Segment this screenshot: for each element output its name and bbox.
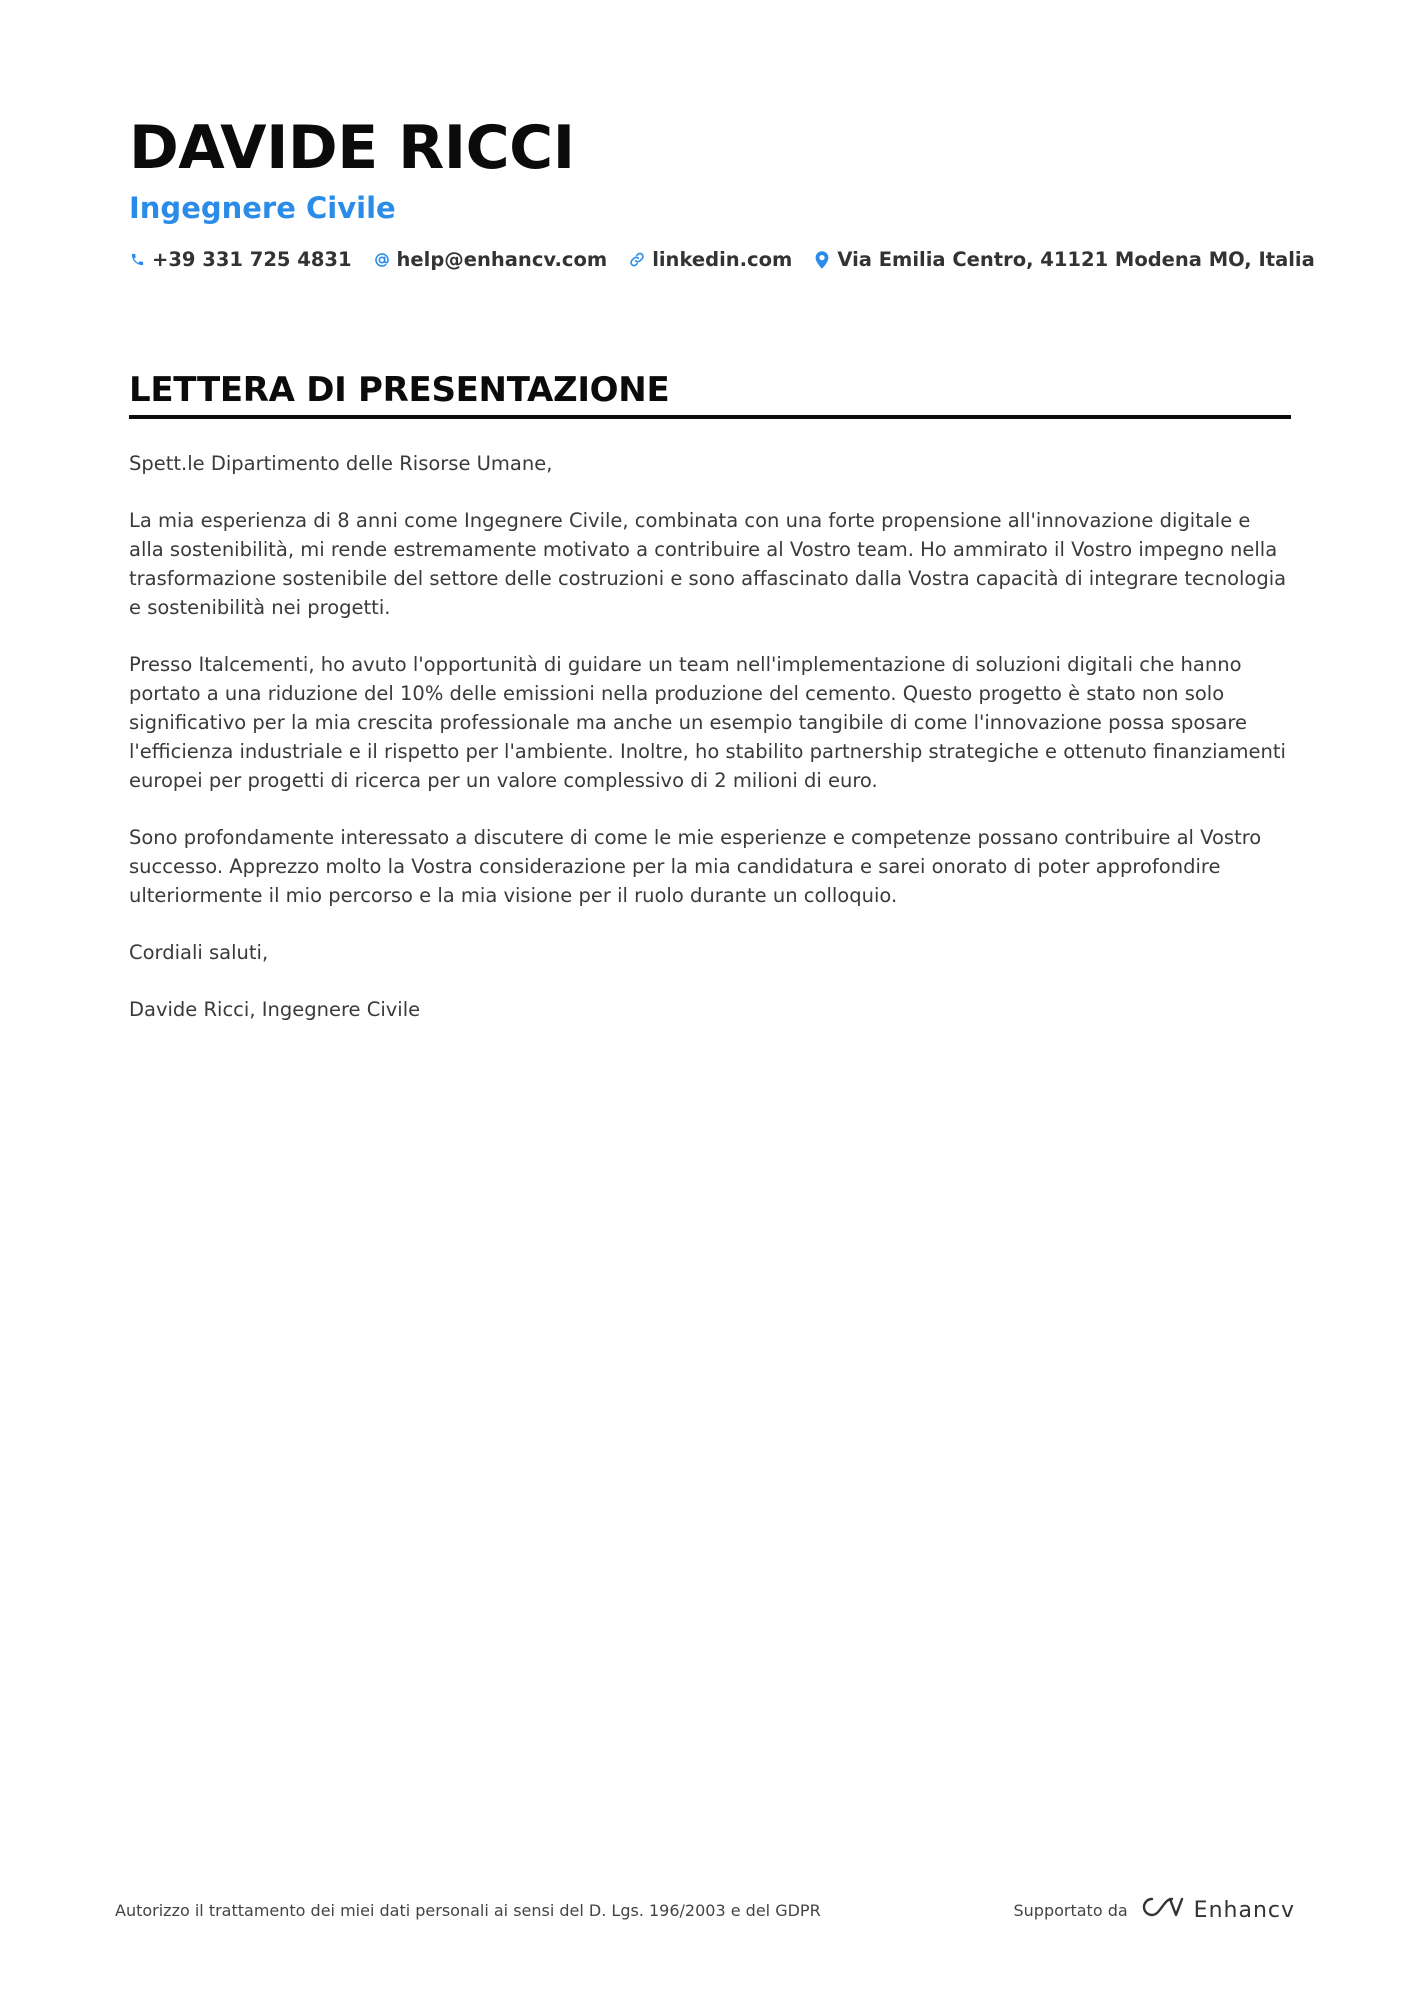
header <box>129 112 1315 271</box>
contact-phone <box>129 248 352 271</box>
contact-bar <box>129 248 1315 271</box>
contact-email[interactable] <box>374 248 608 271</box>
letter-paragraph: Sono profondamente interessato a discutere di come le mie esperienze e competenze possano contribuire al Vostro successo. Apprezzo molto la Vostra considerazione per la mia candidatura e sarei onorato di poter approfondire ulteriormente il mio percorso e la mia visione per il ruolo durante un colloquio. <box>129 826 1262 907</box>
contact-linkedin-text: linkedin.com <box>652 248 793 271</box>
contact-phone-text: +39 331 725 4831 <box>152 248 352 271</box>
contact-address <box>814 248 1314 271</box>
enhancv-logo-icon <box>1140 1895 1186 1925</box>
contact-email-text: help@enhancv.com <box>396 248 608 271</box>
at-icon <box>374 251 390 269</box>
cover-letter-section <box>129 368 1291 1052</box>
location-pin-icon <box>814 251 830 269</box>
letter-body <box>129 449 1291 1024</box>
candidate-role: Ingegnere Civile <box>129 191 396 225</box>
link-icon <box>629 251 645 269</box>
privacy-consent: Autorizzo il trattamento dei miei dati personali ai sensi del D. Lgs. 196/2003 e del GDPR <box>115 1900 821 1920</box>
brand-name: Enhancv <box>1193 1897 1295 1923</box>
supported-by-label: Supportato da <box>1013 1900 1128 1920</box>
letter-closing: Cordiali saluti, <box>129 941 269 964</box>
candidate-name: DAVIDE RICCI <box>129 113 575 183</box>
footer <box>115 1895 1295 1925</box>
letter-paragraph: La mia esperienza di 8 anni come Ingegnere Civile, combinata con una forte propensione all'innovazione digitale e alla sostenibilità, mi rende estremamente motivato a contribuire al Vostro team. Ho ammirato il Vostro impegno nella trasformazione sostenibile del settore delle costruzioni e sono affascinato dalla Vostra capacità di integrare tecnologia e sostenibilità nei progetti. <box>129 509 1287 619</box>
supported-by[interactable] <box>1014 1895 1296 1925</box>
letter-salutation: Spett.le Dipartimento delle Risorse Umane, <box>129 452 553 475</box>
phone-icon <box>129 251 145 269</box>
section-title: LETTERA DI PRESENTAZIONE <box>129 368 1291 419</box>
contact-linkedin[interactable] <box>629 248 792 271</box>
letter-signature: Davide Ricci, Ingegnere Civile <box>129 998 421 1021</box>
letter-paragraph: Presso Italcementi, ho avuto l'opportunità di guidare un team nell'implementazione di soluzioni digitali che hanno portato a una riduzione del 10% delle emissioni nella produzione del cemento. Questo progetto è stato non solo significativo per la mia crescita professionale ma anche un esempio tangibile di come l'innovazione possa sposare l'efficienza industriale e il rispetto per l'ambiente. Inoltre, ho stabilito partnership strategiche e ottenuto finanziamenti europei per progetti di ricerca per un valore complessivo di 2 milioni di euro. <box>129 653 1286 792</box>
contact-address-text: Via Emilia Centro, 41121 Modena MO, Italia <box>837 248 1315 271</box>
brand <box>1140 1895 1295 1925</box>
